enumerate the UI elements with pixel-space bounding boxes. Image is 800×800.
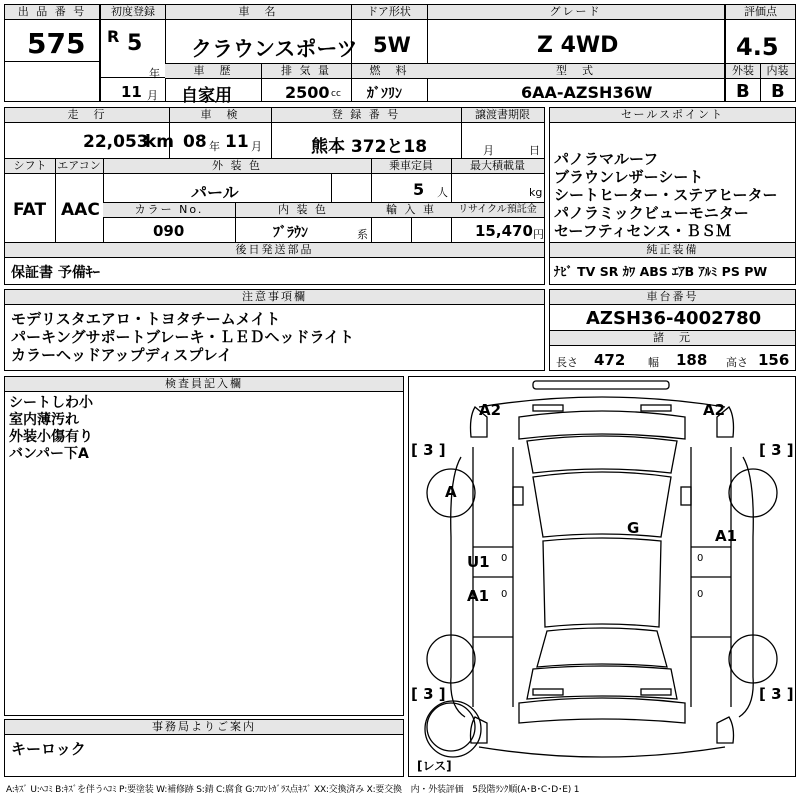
- spare-value: レス: [422, 759, 447, 773]
- tire-rl: [ 3 ]: [411, 685, 446, 703]
- lot-box: [4, 4, 100, 102]
- transfer-day-unit: 日: [529, 144, 540, 157]
- width-label: 幅: [648, 356, 659, 369]
- recycle-fee: 15,470: [475, 222, 533, 240]
- equip-item: ｴｱB: [672, 264, 695, 279]
- mark-front-left: A2: [479, 401, 502, 419]
- inspector-line: シートしわ小: [9, 395, 93, 411]
- tire-fr: [ 3 ]: [759, 441, 794, 459]
- office-value: キーロック: [11, 740, 86, 758]
- tire-rr-value: 3: [771, 685, 782, 703]
- tire-fl-value: 3: [423, 441, 434, 459]
- history: 自家用: [181, 86, 232, 106]
- equip-item: ﾅﾋﾞ: [554, 264, 573, 279]
- displacement: 2500: [285, 83, 330, 102]
- capacity: 5: [413, 180, 425, 199]
- interior-label: 内 装 色: [235, 203, 371, 218]
- notes-line: パーキングサポートブレーキ・ＬＥＤヘッドライト: [11, 328, 355, 346]
- inspector-title: 検査員記入欄: [5, 377, 403, 392]
- tire-fr-value: 3: [771, 441, 782, 459]
- ext-label: 外装: [726, 64, 760, 79]
- capacity-unit: 人: [437, 186, 448, 199]
- int-label: 内装: [760, 64, 795, 79]
- lot-number: 575: [27, 27, 86, 60]
- door-label: ドア形状: [351, 5, 427, 20]
- fuel: ｶﾞｿﾘﾝ: [367, 86, 402, 102]
- fuel-label: 燃 料: [351, 64, 427, 79]
- name-label: 車 名: [165, 5, 351, 20]
- office-title: 事務局よりご案内: [5, 720, 403, 735]
- reg-era: R: [107, 27, 120, 46]
- displacement-label: 排 気 量: [261, 64, 351, 79]
- mileage-label: 走 行: [5, 108, 169, 123]
- length-label: 長さ: [556, 356, 578, 369]
- year-unit: 年: [149, 67, 160, 80]
- sales-box: [549, 107, 796, 285]
- transfer-month-unit: 月: [483, 144, 494, 157]
- parts-label: 後日発送部品: [5, 243, 544, 258]
- plate-number: 熊本 372と18: [311, 137, 428, 157]
- model-code: 6AA-AZSH36W: [521, 83, 653, 102]
- mark-zero: 0: [697, 553, 704, 564]
- detail-box: [4, 107, 545, 285]
- notes-line: カラーヘッドアップディスプレイ: [11, 346, 232, 364]
- chassis-box: [549, 289, 796, 371]
- inspection-year: 08: [183, 132, 207, 152]
- legend: A:ｷｽﾞ U:ﾍｺﾐ B:ｷｽﾞを伴うﾍｺﾐ P:要塗装 W:補修跡 S:錆 C:腐食 G:ﾌﾛﾝﾄｶﾞﾗｽ点ｷｽﾞ XX:交換済み X:要交換 内・外装評価 5段階ﾗﾝｸ順(A･B･C･D･E) 1: [6, 785, 580, 795]
- grade-label: グレード: [427, 5, 724, 20]
- int-grade: B: [771, 81, 785, 102]
- import-label: 輸 入 車: [371, 203, 451, 218]
- mark-zero: 0: [697, 589, 704, 600]
- tire-rl-value: 3: [423, 685, 434, 703]
- notes-title: 注意事項欄: [5, 290, 544, 305]
- inspector-box: [4, 376, 404, 716]
- recycle-label: リサイクル預託金: [451, 203, 544, 218]
- inspection-label: 車 検: [169, 108, 271, 123]
- color-no-label: カラー No.: [103, 203, 235, 218]
- sales-line: パノラマルーフ: [554, 150, 659, 168]
- equip-item: ｶﾜ: [622, 264, 636, 279]
- inspection-month: 11: [225, 132, 249, 152]
- tire-fl: [ 3 ]: [411, 441, 446, 459]
- equipment-title: 純正装備: [550, 243, 795, 258]
- equip-item: PS: [721, 264, 740, 279]
- grade: Z 4WD: [537, 33, 619, 58]
- mark-left-door-front: U1: [467, 553, 490, 571]
- shift: FAT: [13, 200, 47, 220]
- length-value: 472: [594, 351, 626, 369]
- equip-item: PW: [744, 264, 768, 279]
- reg-label: 初度登録: [101, 5, 165, 20]
- height-label: 高さ: [726, 356, 748, 369]
- mark-right-door: A1: [715, 527, 738, 545]
- reg-year: 5: [127, 31, 143, 56]
- notes-box: [4, 289, 545, 371]
- month-unit: 月: [147, 89, 158, 102]
- spare-tire: [レス]: [417, 759, 452, 773]
- spec-title: 諸 元: [550, 331, 795, 346]
- equip-item: ｱﾙﾐ: [698, 264, 718, 279]
- inspection-month-unit: 月: [251, 140, 262, 153]
- width-value: 188: [676, 351, 708, 369]
- reg-month: 11: [121, 83, 142, 101]
- inspection-year-unit: 年: [209, 140, 220, 153]
- interior-unit: 系: [357, 228, 368, 241]
- tire-rr: [ 3 ]: [759, 685, 794, 703]
- yen-unit: 円: [533, 228, 544, 241]
- door-type: 5W: [373, 33, 411, 57]
- office-box: [4, 719, 404, 777]
- mark-zero: 0: [501, 589, 508, 600]
- sales-line: パノラミックビューモニター: [554, 204, 749, 222]
- ac: AAC: [61, 200, 100, 220]
- notes-line: モデリスタエアロ・トヨタチームメイト: [11, 310, 281, 328]
- parts-value: 保証書 予備ｷｰ: [11, 265, 100, 281]
- chassis-title: 車台番号: [550, 290, 795, 305]
- load-label: 最大積載量: [451, 159, 544, 174]
- car-diagram-box: [408, 376, 796, 777]
- equipment-list: [554, 262, 767, 280]
- history-label: 車 歴: [165, 64, 261, 79]
- plate-label: 登 録 番 号: [271, 108, 461, 123]
- inspector-line: 外装小傷有り: [9, 429, 93, 445]
- score-label: 評価点: [726, 5, 795, 20]
- transfer-label: 譲渡書期限: [461, 108, 544, 123]
- inspector-line: 室内薄汚れ: [9, 412, 79, 428]
- cc-unit: cc: [331, 89, 341, 99]
- score: 4.5: [736, 33, 779, 61]
- lot-label: 出 品 番 号: [5, 5, 99, 20]
- mark-wheel-fl: A: [445, 483, 457, 501]
- sales-line: ブラウンレザーシート: [554, 168, 704, 186]
- load-unit: kg: [529, 186, 543, 199]
- inspector-line: バンパー下A: [9, 446, 89, 462]
- main-info-box: [100, 4, 725, 106]
- shift-label: シフト: [5, 159, 55, 174]
- model-label: 型 式: [427, 64, 724, 79]
- color-number: 090: [153, 222, 185, 240]
- mark-zero: 0: [501, 553, 508, 564]
- mileage: 22,053: [83, 132, 149, 152]
- color-label: 外 装 色: [103, 159, 371, 174]
- km-unit: km: [145, 132, 175, 152]
- score-box: [725, 4, 796, 102]
- height-value: 156: [758, 351, 790, 369]
- mark-front-right: A2: [703, 401, 726, 419]
- chassis-number: AZSH36-4002780: [586, 308, 762, 329]
- ext-grade: B: [736, 81, 750, 102]
- capacity-label: 乗車定員: [371, 159, 451, 174]
- sales-line: セーフティセンス・ＢＳＭ: [554, 222, 732, 240]
- exterior-color: パール: [191, 183, 239, 202]
- mark-left-door-rear: A1: [467, 587, 490, 605]
- mark-windshield: G: [627, 519, 640, 537]
- sales-title: セールスポイント: [550, 108, 795, 123]
- interior-color: ﾌﾞﾗｳﾝ: [273, 225, 308, 241]
- sales-line: シートヒーター・ステアヒーター: [554, 186, 778, 204]
- car-name: クラウンスポーツ: [191, 37, 358, 61]
- equip-item: ABS: [639, 264, 668, 279]
- car-diagram: [409, 377, 795, 776]
- equip-item: TV: [577, 264, 596, 279]
- equip-item: SR: [599, 264, 619, 279]
- ac-label: エアコン: [55, 159, 103, 174]
